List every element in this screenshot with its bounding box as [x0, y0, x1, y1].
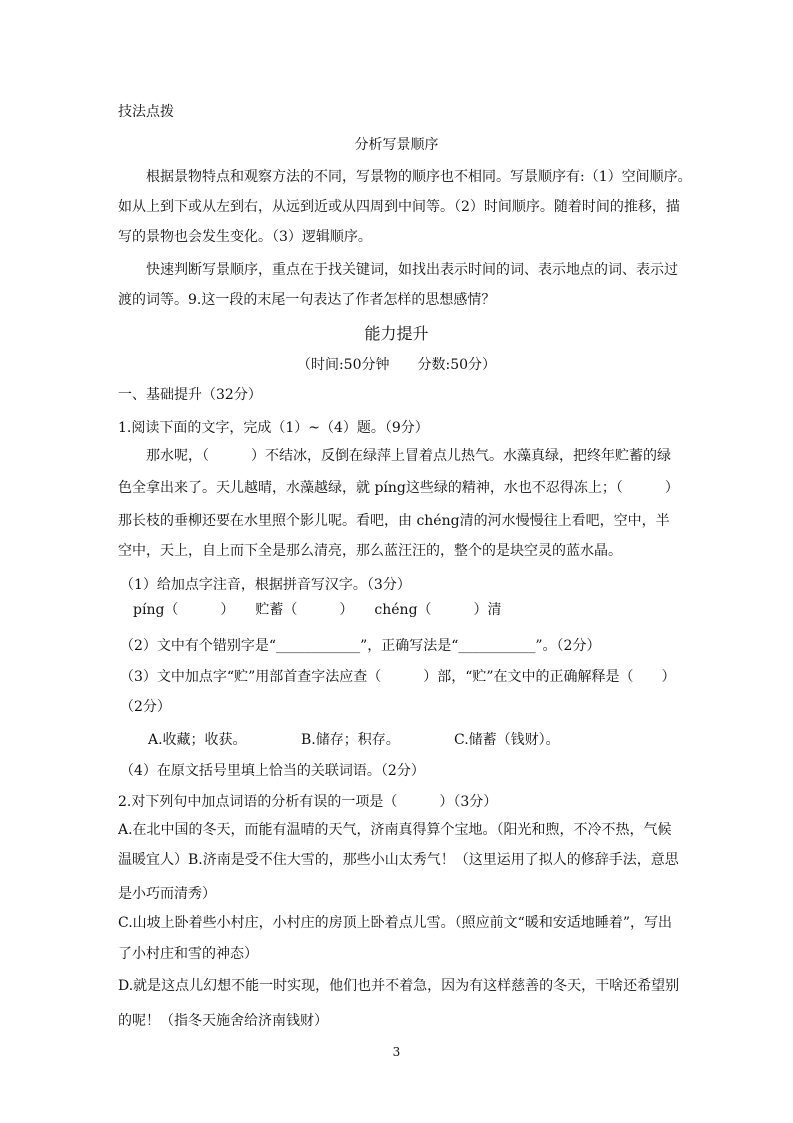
tip-paragraph-line: 渡的词等。9.这一段的末尾一句表达了作者怎样的思想感情？: [118, 292, 496, 308]
option-b: B.储存；积存。: [301, 732, 400, 748]
question-2-line: A.在北中国的冬天，而能有温晴的天气，济南真得算个宝地。（阳光和煦，不冷不热，气候: [118, 822, 672, 838]
option-a: A.收藏；收获。: [148, 732, 247, 748]
question-2-line: 温暖宜人）B.济南是受不住大雪的，那些小山太秀气！（这里运用了拟人的修辞手法，意思: [118, 852, 679, 868]
passage-line: 那长枝的垂柳还要在水里照个影儿呢。看吧，由 chéng清的河水慢慢往上看吧，空中，半: [118, 513, 670, 529]
sub-question-3: （3）文中加点字“贮”用部首查字法应查（ ）部，“贮”在文中的正确解释是（ ）: [120, 669, 676, 685]
passage-line: 那水呢，（ ）不结冰，反倒在绿萍上冒着点儿热气。水藻真绿，把终年贮蓄的绿: [146, 448, 671, 464]
question-2-stem: 2.对下列句中加点词语的分析有误的一项是（ ）（3分）: [118, 794, 498, 810]
section-title: 能力提升: [364, 324, 429, 343]
tip-label: 技法点拨: [118, 104, 174, 120]
passage-line: 色全拿出来了。天儿越晴，水藻越绿，就 píng这些绿的精神，水也不忍得冻上；（ ）: [118, 480, 679, 496]
page-number: 3: [392, 1045, 401, 1059]
passage-line: 空中，天上，自上而下全是那么清亮，那么蓝汪汪的，整个的是块空灵的蓝水晶。: [118, 543, 622, 559]
question-2-line: D.就是这点儿幻想不能一时实现，他们也并不着急，因为有这样慈善的冬天，干啥还希望别: [118, 978, 680, 994]
section-meta: （时间:50分钟 分数:50分）: [296, 357, 497, 373]
tip-title: 分析写景顺序: [354, 137, 439, 153]
question-2-line: 了小村庄和雪的神态）: [118, 946, 258, 962]
question-2-line: C.山坡上卧着些小村庄，小村庄的房顶上卧着点儿雪。（照应前文“暖和安适地睡着”，写出: [118, 915, 672, 931]
sub-question-1: （1）给加点字注音，根据拼音写汉字。（3分）: [120, 577, 411, 593]
tip-paragraph-line: 快速判断写景顺序，重点在于找关键词，如找出表示时间的词、表示地点的词、表示过: [146, 262, 678, 278]
question-2-line: 的呢！（指冬天施舍给济南钱财）: [118, 1013, 328, 1029]
sub-question-2: （2）文中有个错别字是“____________”，正确写法是“___________”。（2分）: [120, 638, 601, 654]
option-c: C.储蓄（钱财）。: [454, 732, 560, 748]
tip-paragraph-line: 如从上到下或从左到右，从远到近或从四周到中间等。（2）时间顺序。随着时间的推移，描: [118, 199, 680, 215]
tip-paragraph-line: 根据景物特点和观察方法的不同，写景物的顺序也不相同。写景顺序有:（1）空间顺序。: [146, 169, 692, 185]
question-2-line: 是小巧而清秀）: [118, 886, 216, 902]
pinyin-blanks: píng（ ） 贮蓄（ ） chéng（ ）清: [133, 602, 502, 618]
sub-question-3-score: （2分）: [120, 699, 171, 715]
question-1-stem: 1.阅读下面的文字，完成（1）~（4）题。（9分）: [118, 420, 429, 436]
tip-paragraph-line: 写的景物也会发生变化。（3）逻辑顺序。: [118, 229, 372, 245]
sub-question-4: （4）在原文括号里填上恰当的关联词语。（2分）: [120, 763, 425, 779]
part-heading: 一、基础提升（32分）: [118, 387, 262, 403]
